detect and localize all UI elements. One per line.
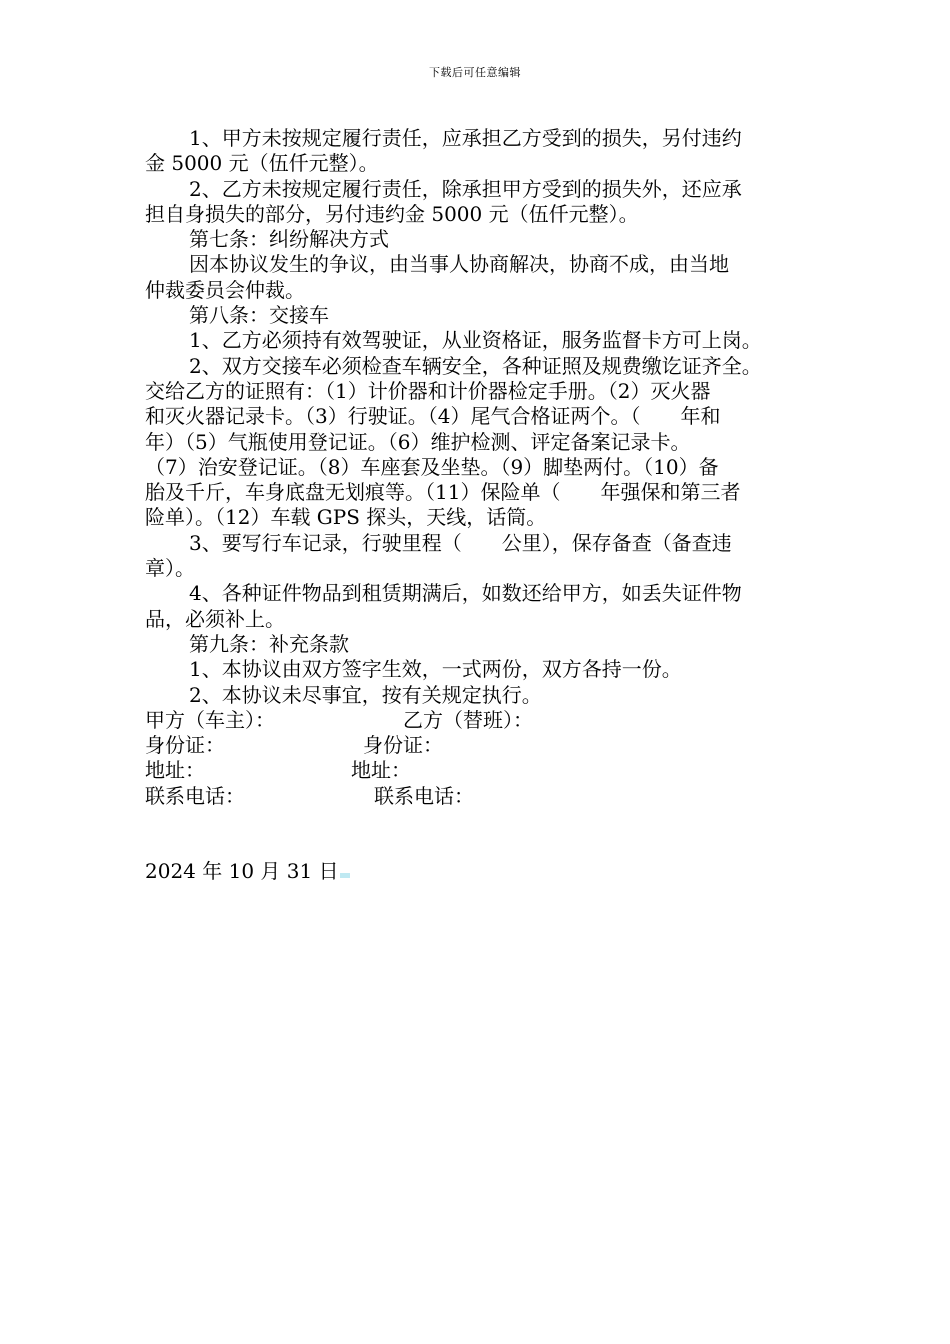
signature-row-address	[145, 758, 815, 783]
page-header: 下载后可任意编辑	[429, 66, 521, 79]
paragraph-line: 胎及千斤，车身底盘无划痕等。（11）保险单（ 年强保和第三者	[145, 480, 741, 505]
party-a-label: 甲方（车主）：	[145, 707, 275, 732]
paragraph-line: 2、乙方未按规定履行责任，除承担甲方受到的损失外，还应承	[189, 176, 742, 201]
spacer	[145, 809, 815, 859]
paragraph-line: 3、要写行车记录，行驶里程（ 公里），保存备查（备查违	[189, 530, 732, 555]
paragraph-line: 2、双方交接车必须检查车辆安全，各种证照及规费缴讫证齐全。	[189, 353, 762, 378]
id-b-label: 身份证：	[363, 733, 443, 758]
party-b-label: 乙方（替班）：	[403, 707, 533, 732]
document-body	[145, 126, 815, 884]
signature-row-id	[145, 733, 815, 758]
phone-b-label: 联系电话：	[374, 783, 474, 808]
document-date: 2024 年 10 月 31 日	[145, 859, 339, 884]
section-heading-9: 第九条：补充条款	[189, 631, 349, 656]
paragraph-line: 章）。	[145, 556, 195, 581]
id-a-label: 身份证：	[145, 733, 225, 758]
paragraph-line: （7）治安登记证。（8）车座套及坐垫。（9）脚垫两付。（10）备	[145, 454, 719, 479]
section-heading-7: 第七条：纠纷解决方式	[189, 227, 389, 252]
paragraph-line: 担自身损失的部分，另付违约金 5000 元（伍仟元整）。	[145, 201, 639, 226]
section-heading-8: 第八条：交接车	[189, 303, 329, 328]
paragraph-line: 2、本协议未尽事宜，按有关规定执行。	[189, 682, 542, 707]
address-b-label: 地址：	[351, 758, 411, 783]
paragraph-line: 品，必须补上。	[145, 606, 285, 631]
signature-row-parties	[145, 708, 815, 733]
paragraph-line: 1、乙方必须持有效驾驶证，从业资格证，服务监督卡方可上岗。	[189, 328, 762, 353]
paragraph-line: 4、各种证件物品到租赁期满后，如数还给甲方，如丢失证件物	[189, 581, 742, 606]
paragraph-line: 仲裁委员会仲裁。	[145, 277, 305, 302]
address-a-label: 地址：	[145, 758, 205, 783]
paragraph-line: 金 5000 元（伍仟元整）。	[145, 151, 379, 176]
phone-a-label: 联系电话：	[145, 783, 245, 808]
signature-row-phone	[145, 784, 815, 809]
paragraph-line: 和灭火器记录卡。（3）行驶证。（4）尾气合格证两个。（ 年和	[145, 404, 721, 429]
paragraph-line: 1、本协议由双方签字生效，一式两份，双方各持一份。	[189, 657, 682, 682]
date-line	[145, 859, 815, 884]
paragraph-line: 因本协议发生的争议，由当事人协商解决，协商不成，由当地	[189, 252, 729, 277]
paragraph-line: 年）（5）气瓶使用登记证。（6）维护检测、评定备案记录卡。	[145, 429, 691, 454]
text-cursor-highlight	[340, 873, 350, 878]
paragraph-line: 1、甲方未按规定履行责任，应承担乙方受到的损失，另付违约	[189, 126, 742, 150]
paragraph-line: 交给乙方的证照有：（1）计价器和计价器检定手册。（2）灭火器	[145, 378, 711, 403]
paragraph-line: 险单）。（12）车载 GPS 探头，天线，话筒。	[145, 505, 547, 530]
